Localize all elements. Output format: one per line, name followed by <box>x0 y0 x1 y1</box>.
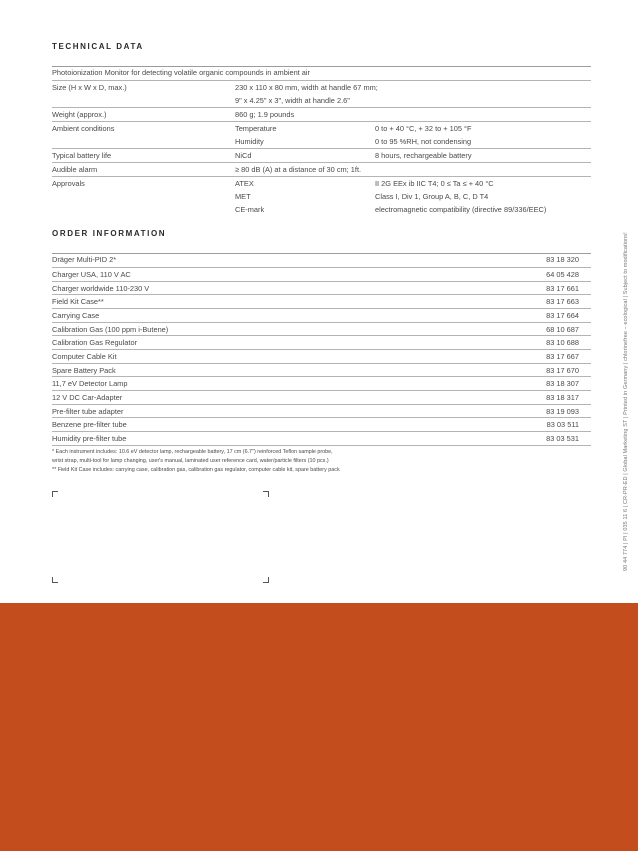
orange-footer-band <box>0 603 638 851</box>
row-label: Approvals <box>52 179 85 188</box>
row-value: 230 x 110 x 80 mm, width at handle 67 mm; <box>235 83 378 92</box>
table-row <box>52 135 591 149</box>
item-code: 83 17 661 <box>546 284 579 293</box>
item-code: 83 17 670 <box>546 366 579 375</box>
technical-data-title: TECHNICAL DATA <box>52 42 144 51</box>
item-code: 83 17 667 <box>546 352 579 361</box>
row-label: Typical battery life <box>52 151 112 160</box>
row-detail: Class I, Div 1, Group A, B, C, D T4 <box>375 192 489 201</box>
item-code: 83 17 663 <box>546 297 579 306</box>
table-row <box>52 190 591 204</box>
row-label: Ambient conditions <box>52 124 115 133</box>
row-value: 860 g; 1.9 pounds <box>235 110 295 119</box>
table-row <box>52 417 591 432</box>
item-code: 64 05 428 <box>546 270 579 279</box>
item-name: Benzene pre-filter tube <box>52 420 127 429</box>
crop-mark-top-left <box>52 491 58 497</box>
table-row <box>52 294 591 309</box>
row-value: NiCd <box>235 151 252 160</box>
item-name: Humidity pre-filter tube <box>52 434 127 443</box>
row-value: Humidity <box>235 137 264 146</box>
description-text: Photoionization Monitor for detecting volatile organic compounds in ambient air <box>52 68 310 77</box>
item-name: Carrying Case <box>52 311 100 320</box>
side-imprint-text: 90 44 774 | PI | 035 11 6 | CR-PR-ED | Global Marketing ST | Printed in Germany | chlorinefree – ecological | Subject to modifications! <box>623 232 629 571</box>
item-name: Calibration Gas Regulator <box>52 338 138 347</box>
table-row <box>52 162 591 177</box>
item-code: 68 10 687 <box>546 325 579 334</box>
table-end-rule <box>52 445 591 446</box>
row-detail: 0 to + 40 °C, + 32 to + 105 °F <box>375 124 472 133</box>
row-detail: electromagnetic compatibility (directive 89/336/EEC) <box>375 205 547 214</box>
table-row <box>52 390 591 405</box>
table-row <box>52 176 591 191</box>
crop-mark-bottom-left <box>52 577 58 583</box>
row-label: Audible alarm <box>52 165 98 174</box>
row-value: ≥ 80 dB (A) at a distance of 30 cm; 1ft. <box>235 165 362 174</box>
table-row <box>52 94 591 108</box>
item-name: Pre-filter tube adapter <box>52 407 124 416</box>
table-row <box>52 376 591 391</box>
item-name: Computer Cable Kit <box>52 352 117 361</box>
item-code: 83 18 320 <box>546 255 579 264</box>
footnote: * Each instrument includes: 10.6 eV detector lamp, rechargeable battery, 17 cm (6.7") reinforced Teflon sample probe, <box>52 449 333 455</box>
item-name: Dräger Multi-PID 2* <box>52 255 117 264</box>
item-code: 83 17 664 <box>546 311 579 320</box>
table-row <box>52 80 591 95</box>
crop-mark-bottom-right <box>263 577 269 583</box>
item-code: 83 10 688 <box>546 338 579 347</box>
footnote: wrist strap, multi-tool for lamp changing, user's manual, laminated user reference card, water/particle filters (10 pcs.) <box>52 458 329 464</box>
row-detail: 0 to 95 %RH, not condensing <box>375 137 472 146</box>
item-code: 83 03 511 <box>546 420 579 429</box>
row-value: CE-mark <box>235 205 265 214</box>
item-name: Charger USA, 110 V AC <box>52 270 131 279</box>
table-row <box>52 253 591 267</box>
row-label: Size (H x W x D, max.) <box>52 83 127 92</box>
row-value: MET <box>235 192 251 201</box>
table-row <box>52 121 591 136</box>
item-name: Spare Battery Pack <box>52 366 116 375</box>
footnote: ** Field Kit Case includes: carrying case, calibration gas, calibration gas regulator, computer cable kit, spare battery pack <box>52 467 340 473</box>
item-code: 83 19 093 <box>546 407 579 416</box>
table-row <box>52 308 591 323</box>
table-row <box>52 431 591 446</box>
table-row <box>52 107 591 122</box>
item-name: 12 V DC Car-Adapter <box>52 393 123 402</box>
row-value: Temperature <box>235 124 277 133</box>
table-row <box>52 203 591 217</box>
row-value: ATEX <box>235 179 254 188</box>
technical-description <box>52 66 591 80</box>
crop-mark-top-right <box>263 491 269 497</box>
item-code: 83 18 317 <box>546 393 579 402</box>
row-detail: 8 hours, rechargeable battery <box>375 151 472 160</box>
row-detail: II 2G EEx ib IIC T4; 0 ≤ Ta ≤ + 40 °C <box>375 179 494 188</box>
item-code: 83 18 307 <box>546 379 579 388</box>
table-row <box>52 148 591 163</box>
table-row <box>52 349 591 364</box>
row-label: Weight (approx.) <box>52 110 107 119</box>
item-name: Field Kit Case** <box>52 297 104 306</box>
table-row <box>52 335 591 350</box>
table-row <box>52 267 591 282</box>
row-value: 9" x 4.25" x 3", width at handle 2.6" <box>235 96 350 105</box>
order-information-title: ORDER INFORMATION <box>52 229 167 238</box>
item-name: 11,7 eV Detector Lamp <box>52 379 128 388</box>
item-name: Charger worldwide 110-230 V <box>52 284 150 293</box>
item-code: 83 03 531 <box>546 434 579 443</box>
item-name: Calibration Gas (100 ppm i-Butene) <box>52 325 169 334</box>
